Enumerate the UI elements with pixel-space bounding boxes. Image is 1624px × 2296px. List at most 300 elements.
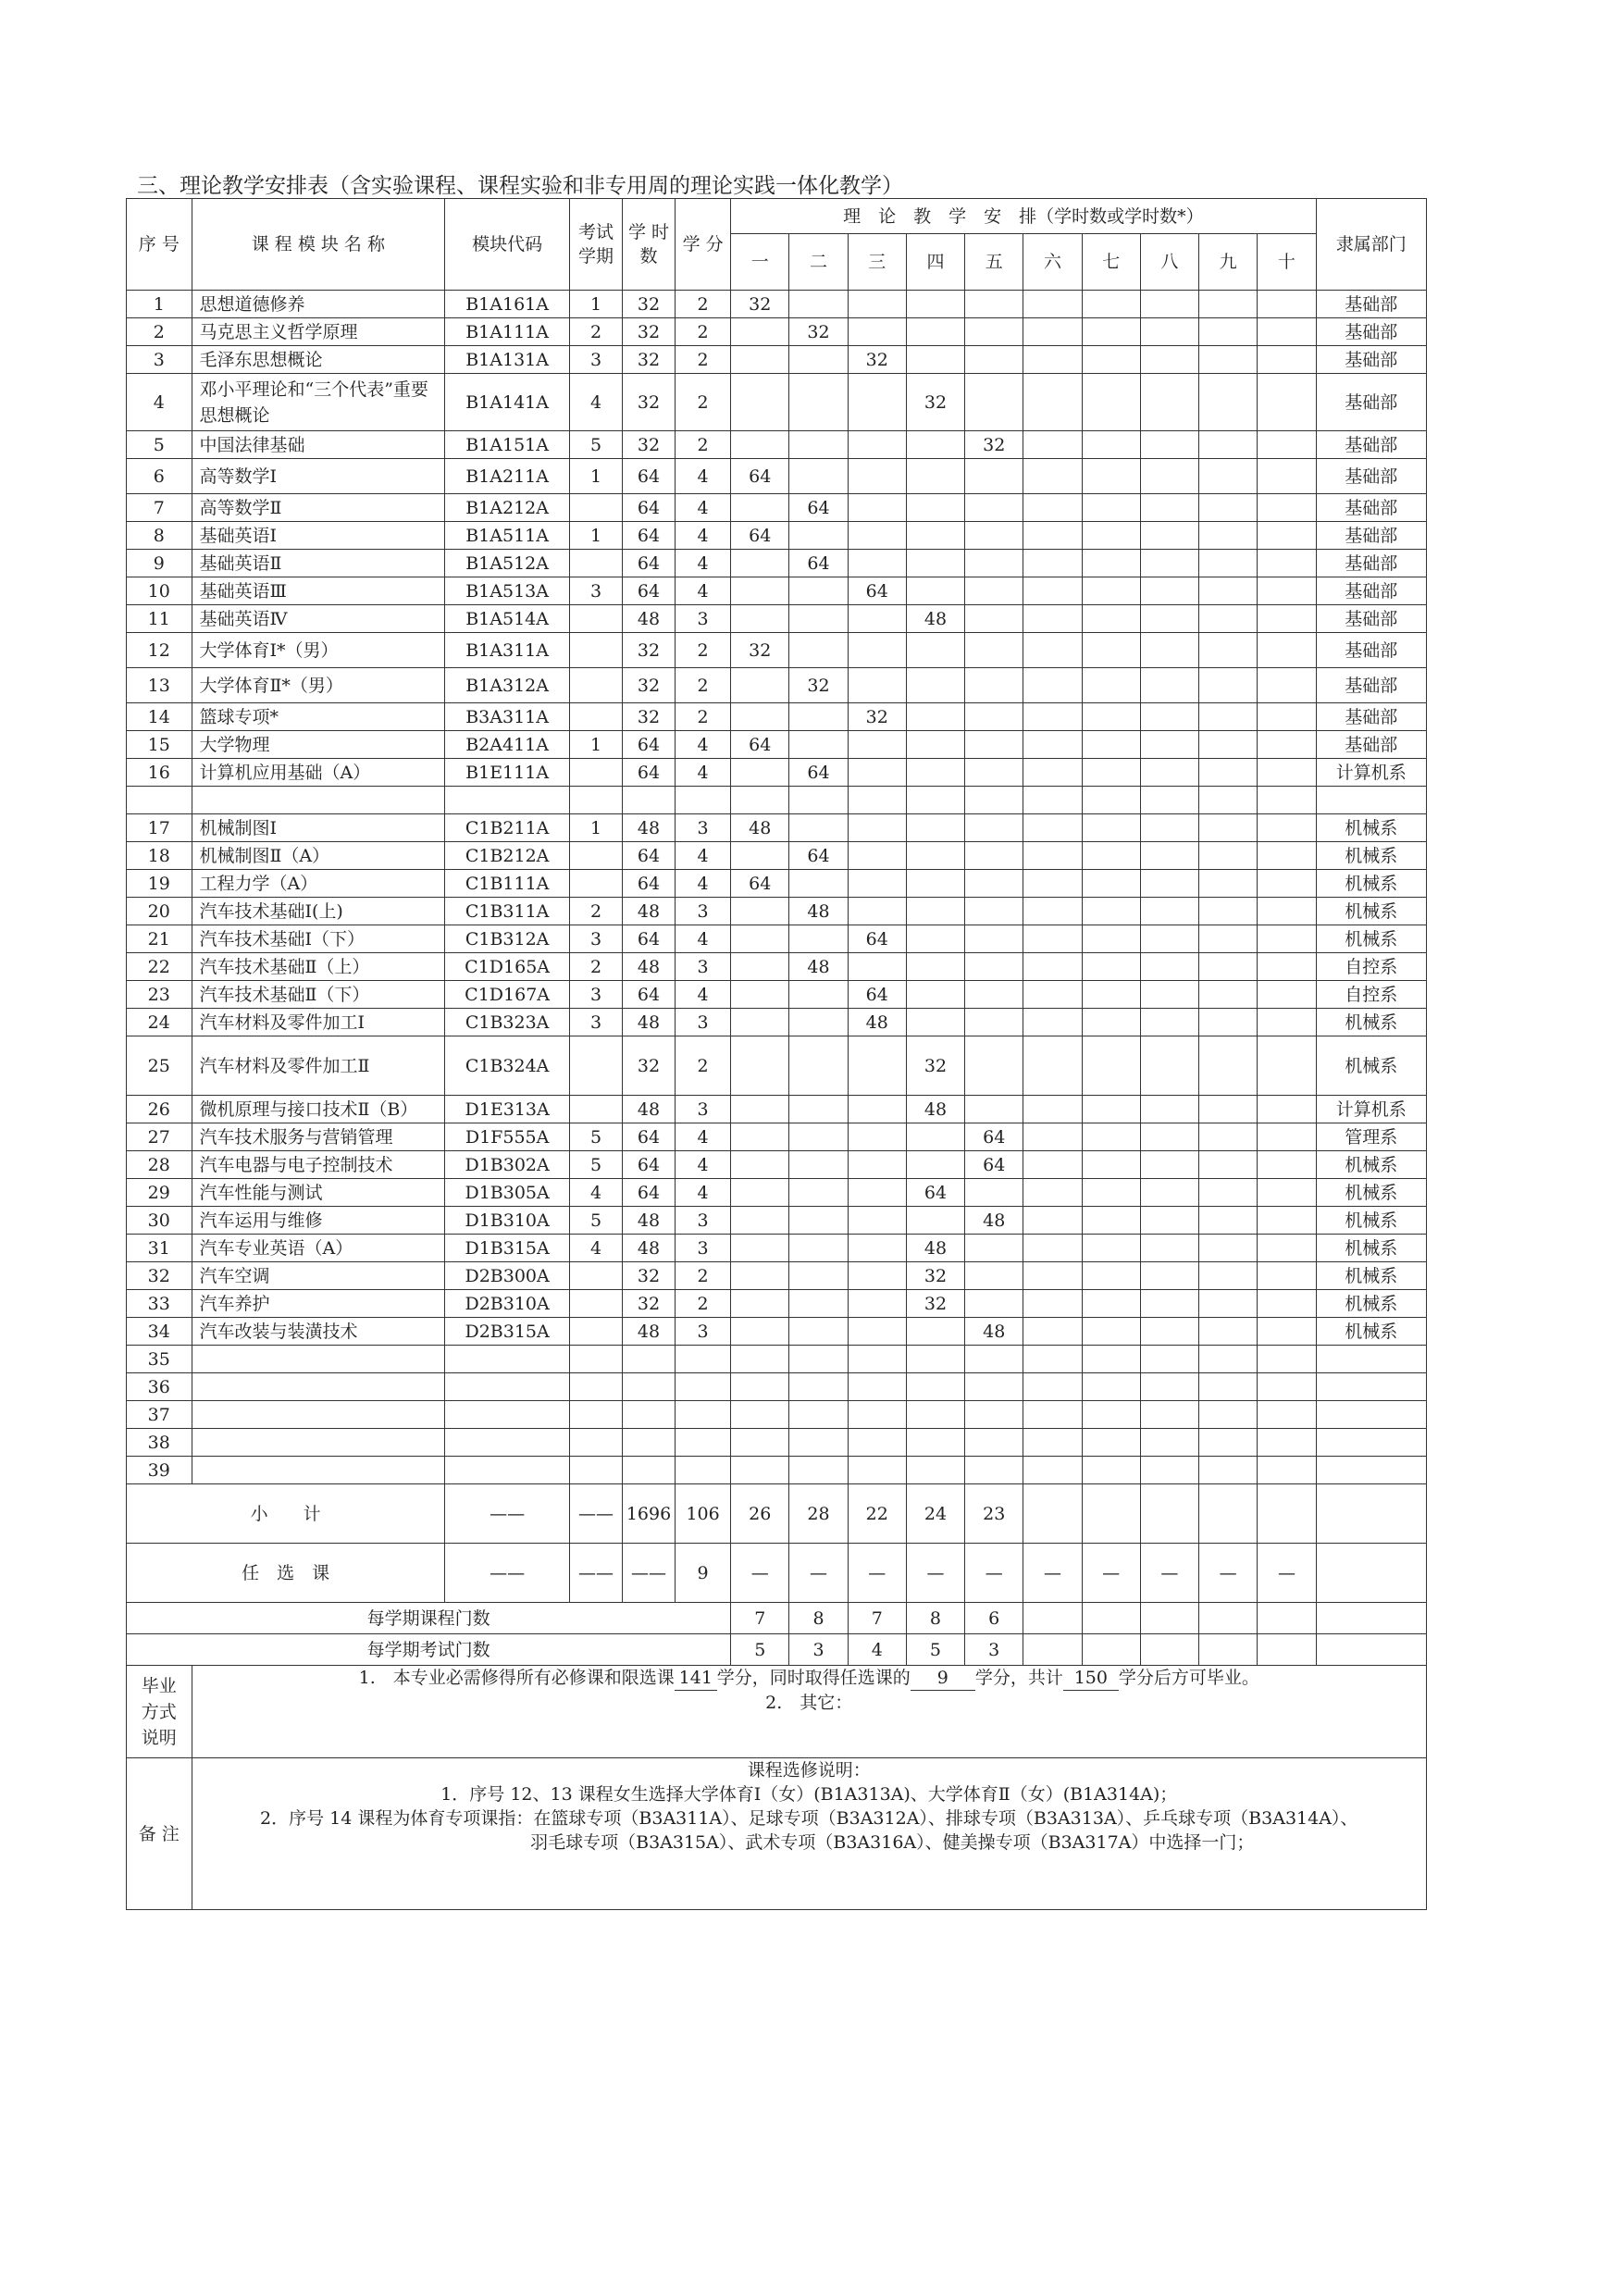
elective-semester-10: — [1258,1544,1316,1603]
hours-cell: 64 [623,494,676,522]
course-name-cell: 高等数学Ⅰ [192,459,445,494]
semester-10-cell [1258,1401,1316,1429]
semester-9-cell [1199,981,1258,1009]
semester-1-cell [731,787,789,814]
semester-1-cell: 32 [731,291,789,318]
semester-9-cell [1199,1373,1258,1401]
exam-semester-cell [570,668,623,703]
semester-8-cell [1140,494,1198,522]
module-code-cell: D1B310A [445,1207,570,1235]
semester-9-cell [1199,459,1258,494]
semester-10-cell [1258,1096,1316,1123]
seq-cell: 18 [127,842,192,870]
course-count-semester-1: 7 [731,1603,789,1634]
semester-6-cell [1023,1235,1082,1262]
semester-3-cell: 32 [848,703,906,731]
module-code-cell: B1A312A [445,668,570,703]
semester-4-cell [906,981,964,1009]
semester-4-cell [906,1151,964,1179]
semester-2-cell [789,1457,848,1484]
module-code-cell: C1B311A [445,898,570,925]
semester-6-cell [1023,1262,1082,1290]
department-cell: 机械系 [1316,925,1426,953]
semester-1-cell [731,668,789,703]
exam-count-semester-9 [1199,1634,1258,1666]
semester-3-cell [848,1429,906,1457]
semester-8-cell [1140,577,1198,605]
semester-10-cell [1258,898,1316,925]
semester-10-cell [1258,759,1316,787]
semester-8-cell [1140,459,1198,494]
semester-1-cell [731,898,789,925]
module-code-cell [445,1457,570,1484]
semester-5-cell [965,1179,1023,1207]
semester-3-cell [848,1262,906,1290]
table-row [127,1096,1427,1123]
subtotal-label: 小 计 [127,1484,445,1544]
semester-4-cell [906,494,964,522]
semester-6-cell [1023,787,1082,814]
semester-1-cell [731,981,789,1009]
course-count-dept [1316,1603,1426,1634]
semester-9-cell [1199,759,1258,787]
semester-3-cell [848,431,906,459]
semester-4-cell [906,925,964,953]
semester-10-cell [1258,870,1316,898]
department-cell: 基础部 [1316,703,1426,731]
semester-header-2: 二 [789,234,848,291]
semester-4-cell [906,291,964,318]
exam-semester-cell [570,842,623,870]
semester-2-cell [789,605,848,633]
hours-cell: 64 [623,870,676,898]
semester-5-cell [965,1401,1023,1429]
semester-3-cell [848,870,906,898]
exam-semester-cell [570,1262,623,1290]
semester-3-cell [848,731,906,759]
semester-1-cell [731,1009,789,1036]
semester-9-cell [1199,925,1258,953]
semester-9-cell [1199,953,1258,981]
exam-semester-cell [570,550,623,577]
semester-2-cell [789,1401,848,1429]
hours-cell: 32 [623,431,676,459]
module-code-cell: D2B315A [445,1318,570,1346]
semester-6-cell [1023,981,1082,1009]
semester-6-cell [1023,668,1082,703]
course-name-cell [192,787,445,814]
course-name-cell: 马克思主义哲学原理 [192,318,445,346]
hours-cell: 64 [623,522,676,550]
semester-8-cell [1140,1151,1198,1179]
graduation-row [127,1666,1427,1758]
graduation-text [192,1666,1427,1758]
credits-cell: 4 [676,981,731,1009]
semester-6-cell [1023,374,1082,431]
semester-5-cell [965,522,1023,550]
department-cell: 基础部 [1316,346,1426,374]
credits-cell: 2 [676,431,731,459]
hours-cell: 64 [623,577,676,605]
semester-3-cell [848,1036,906,1096]
semester-8-cell [1140,787,1198,814]
exam-count-label: 每学期考试门数 [127,1634,731,1666]
semester-7-cell [1082,842,1140,870]
elective-exam: —— [570,1544,623,1603]
semester-2-cell [789,1096,848,1123]
credits-elective: 9 [911,1666,975,1691]
remarks-label: 备 注 [127,1758,192,1910]
semester-4-cell [906,1207,964,1235]
subtotal-semester-2: 28 [789,1484,848,1544]
seq-cell: 20 [127,898,192,925]
semester-9-cell [1199,898,1258,925]
subtotal-semester-3: 22 [848,1484,906,1544]
semester-5-cell [965,633,1023,668]
exam-count-semester-3: 4 [848,1634,906,1666]
semester-1-cell [731,1207,789,1235]
table-row [127,1290,1427,1318]
hours-cell: 32 [623,633,676,668]
semester-7-cell [1082,814,1140,842]
semester-6-cell [1023,1290,1082,1318]
table-row [127,1401,1427,1429]
semester-6-cell [1023,1096,1082,1123]
semester-9-cell [1199,787,1258,814]
table-row [127,633,1427,668]
semester-5-cell [965,494,1023,522]
seq-cell: 29 [127,1179,192,1207]
course-name-cell: 邓小平理论和“三个代表”重要思想概论 [192,374,445,431]
semester-10-cell [1258,1207,1316,1235]
exam-semester-cell: 4 [570,374,623,431]
hours-cell: 64 [623,925,676,953]
hours-cell [623,787,676,814]
semester-6-cell [1023,494,1082,522]
semester-5-cell [965,703,1023,731]
credits-cell: 2 [676,668,731,703]
semester-4-cell: 64 [906,1179,964,1207]
semester-4-cell [906,459,964,494]
table-row [127,577,1427,605]
semester-3-cell [848,1318,906,1346]
hours-cell: 32 [623,1262,676,1290]
exam-semester-cell [570,1346,623,1373]
semester-10-cell [1258,633,1316,668]
semester-1-cell: 64 [731,731,789,759]
department-cell [1316,1429,1426,1457]
semester-2-cell [789,1290,848,1318]
semester-8-cell [1140,1318,1198,1346]
semester-5-cell [965,1262,1023,1290]
department-cell [1316,1457,1426,1484]
semester-10-cell [1258,291,1316,318]
semester-7-cell [1082,759,1140,787]
credits-cell: 2 [676,1262,731,1290]
semester-3-cell [848,291,906,318]
hours-cell: 64 [623,842,676,870]
semester-8-cell [1140,318,1198,346]
semester-5-cell [965,668,1023,703]
credits-cell: 4 [676,842,731,870]
seq-cell: 31 [127,1235,192,1262]
course-count-semester-3: 7 [848,1603,906,1634]
semester-6-cell [1023,318,1082,346]
elective-row [127,1544,1427,1603]
semester-7-cell [1082,1123,1140,1151]
course-name-cell: 计算机应用基础（A） [192,759,445,787]
hours-cell: 32 [623,1036,676,1096]
semester-2-cell: 32 [789,318,848,346]
semester-3-cell [848,1401,906,1429]
semester-9-cell [1199,1429,1258,1457]
exam-semester-cell [570,1429,623,1457]
elective-semester-9: — [1199,1544,1258,1603]
semester-8-cell [1140,522,1198,550]
semester-7-cell [1082,431,1140,459]
seq-cell: 24 [127,1009,192,1036]
department-cell: 基础部 [1316,550,1426,577]
module-code-cell: B1A511A [445,522,570,550]
semester-5-cell [965,318,1023,346]
course-name-cell [192,1346,445,1373]
semester-8-cell [1140,870,1198,898]
seq-cell: 37 [127,1401,192,1429]
semester-1-cell [731,703,789,731]
hours-cell: 48 [623,605,676,633]
seq-cell: 8 [127,522,192,550]
semester-8-cell [1140,731,1198,759]
exam-semester-cell: 5 [570,1151,623,1179]
semester-2-cell [789,1373,848,1401]
semester-5-cell [965,577,1023,605]
header-name: 课 程 模 块 名 称 [192,199,445,291]
semester-2-cell [789,787,848,814]
semester-4-cell: 32 [906,1290,964,1318]
semester-8-cell [1140,1373,1198,1401]
semester-1-cell [731,346,789,374]
hours-cell: 48 [623,898,676,925]
semester-8-cell [1140,759,1198,787]
semester-10-cell [1258,459,1316,494]
module-code-cell: D1B315A [445,1235,570,1262]
department-cell: 基础部 [1316,668,1426,703]
course-name-cell: 汽车改装与装潢技术 [192,1318,445,1346]
exam-semester-cell: 1 [570,291,623,318]
course-name-cell: 汽车技术服务与营销管理 [192,1123,445,1151]
credits-cell: 3 [676,814,731,842]
exam-count-row [127,1634,1427,1666]
semester-6-cell [1023,522,1082,550]
semester-5-cell [965,1429,1023,1457]
table-row [127,668,1427,703]
exam-semester-cell: 3 [570,577,623,605]
course-name-cell: 基础英语Ⅱ [192,550,445,577]
department-cell: 基础部 [1316,431,1426,459]
semester-3-cell [848,1096,906,1123]
semester-2-cell: 64 [789,842,848,870]
semester-7-cell [1082,898,1140,925]
semester-2-cell: 64 [789,550,848,577]
subtotal-semester-8 [1140,1484,1198,1544]
elective-hours: —— [623,1544,676,1603]
semester-10-cell [1258,605,1316,633]
semester-10-cell [1258,374,1316,431]
department-cell: 自控系 [1316,953,1426,981]
course-name-cell: 机械制图Ⅱ（A） [192,842,445,870]
credits-cell: 4 [676,925,731,953]
semester-10-cell [1258,814,1316,842]
table-row [127,1123,1427,1151]
graduation-label: 毕业 方式 说明 [127,1666,192,1758]
semester-1-cell [731,1290,789,1318]
module-code-cell: B1A161A [445,291,570,318]
semester-4-cell [906,522,964,550]
department-cell: 机械系 [1316,842,1426,870]
credits-cell: 2 [676,1290,731,1318]
semester-5-cell [965,787,1023,814]
exam-count-semester-1: 5 [731,1634,789,1666]
seq-cell: 16 [127,759,192,787]
table-row [127,1429,1427,1457]
course-name-cell: 汽车空调 [192,1262,445,1290]
semester-8-cell [1140,1429,1198,1457]
subtotal-semester-6 [1023,1484,1082,1544]
course-count-label: 每学期课程门数 [127,1603,731,1634]
credits-cell: 2 [676,1036,731,1096]
credits-cell [676,1346,731,1373]
department-cell: 基础部 [1316,291,1426,318]
semester-9-cell [1199,1235,1258,1262]
hours-cell: 48 [623,1096,676,1123]
credits-cell: 4 [676,1151,731,1179]
semester-2-cell [789,577,848,605]
semester-1-cell [731,759,789,787]
module-code-cell: B1A514A [445,605,570,633]
department-cell: 自控系 [1316,981,1426,1009]
subtotal-hours: 1696 [623,1484,676,1544]
semester-1-cell [731,1096,789,1123]
semester-1-cell [731,953,789,981]
exam-semester-cell: 1 [570,459,623,494]
semester-8-cell [1140,981,1198,1009]
department-cell: 机械系 [1316,814,1426,842]
credits-cell: 3 [676,1207,731,1235]
semester-8-cell [1140,1457,1198,1484]
semester-2-cell [789,814,848,842]
semester-3-cell [848,550,906,577]
module-code-cell: C1B323A [445,1009,570,1036]
semester-2-cell: 64 [789,759,848,787]
semester-9-cell [1199,814,1258,842]
semester-7-cell [1082,291,1140,318]
exam-semester-cell: 1 [570,522,623,550]
semester-5-cell [965,459,1023,494]
semester-5-cell: 64 [965,1123,1023,1151]
semester-9-cell [1199,374,1258,431]
semester-2-cell [789,1009,848,1036]
elective-code: —— [445,1544,570,1603]
semester-9-cell [1199,703,1258,731]
semester-2-cell [789,1179,848,1207]
page-title: 三、理论教学安排表（含实验课程、课程实验和非专用周的理论实践一体化教学） [137,174,903,198]
semester-2-cell [789,291,848,318]
semester-8-cell [1140,814,1198,842]
seq-cell: 28 [127,1151,192,1179]
seq-cell: 33 [127,1290,192,1318]
table-row [127,431,1427,459]
table-row [127,374,1427,431]
semester-5-cell [965,981,1023,1009]
credits-cell: 3 [676,1096,731,1123]
course-name-cell: 汽车技术基础Ⅱ（上） [192,953,445,981]
graduation-line-2: 2. 其它： [765,1693,853,1713]
table-row [127,550,1427,577]
semester-1-cell [731,842,789,870]
semester-9-cell [1199,1401,1258,1429]
semester-9-cell [1199,550,1258,577]
semester-10-cell [1258,1151,1316,1179]
semester-9-cell [1199,1207,1258,1235]
semester-header-5: 五 [965,234,1023,291]
semester-5-cell [965,1096,1023,1123]
semester-5-cell [965,1457,1023,1484]
module-code-cell: D1B305A [445,1179,570,1207]
department-cell: 管理系 [1316,1123,1426,1151]
semester-4-cell [906,703,964,731]
module-code-cell: D1F555A [445,1123,570,1151]
department-cell: 机械系 [1316,1207,1426,1235]
semester-4-cell [906,1373,964,1401]
semester-header-10: 十 [1258,234,1316,291]
semester-3-cell [848,318,906,346]
hours-cell [623,1457,676,1484]
semester-1-cell [731,1346,789,1373]
course-name-cell: 基础英语Ⅲ [192,577,445,605]
department-cell: 机械系 [1316,1262,1426,1290]
semester-7-cell [1082,1401,1140,1429]
course-name-cell: 基础英语Ⅳ [192,605,445,633]
table-row [127,814,1427,842]
semester-9-cell [1199,1009,1258,1036]
semester-3-cell [848,1346,906,1373]
semester-3-cell [848,1457,906,1484]
course-name-cell [192,1429,445,1457]
table-row [127,494,1427,522]
course-name-cell: 大学物理 [192,731,445,759]
semester-8-cell [1140,668,1198,703]
semester-1-cell: 64 [731,459,789,494]
semester-1-cell [731,550,789,577]
semester-10-cell [1258,842,1316,870]
table-row [127,703,1427,731]
semester-3-cell [848,668,906,703]
module-code-cell: B1A513A [445,577,570,605]
semester-4-cell [906,759,964,787]
remarks-line-1: 课程选修说明： [747,1760,871,1781]
graduation-line-1 [195,1666,1424,1691]
semester-10-cell [1258,731,1316,759]
exam-count-semester-10 [1258,1634,1316,1666]
module-code-cell: B1A211A [445,459,570,494]
subtotal-semester-1: 26 [731,1484,789,1544]
semester-10-cell [1258,1290,1316,1318]
hours-cell: 48 [623,1207,676,1235]
seq-cell: 7 [127,494,192,522]
course-name-cell: 中国法律基础 [192,431,445,459]
semester-6-cell [1023,1123,1082,1151]
table-row [127,459,1427,494]
